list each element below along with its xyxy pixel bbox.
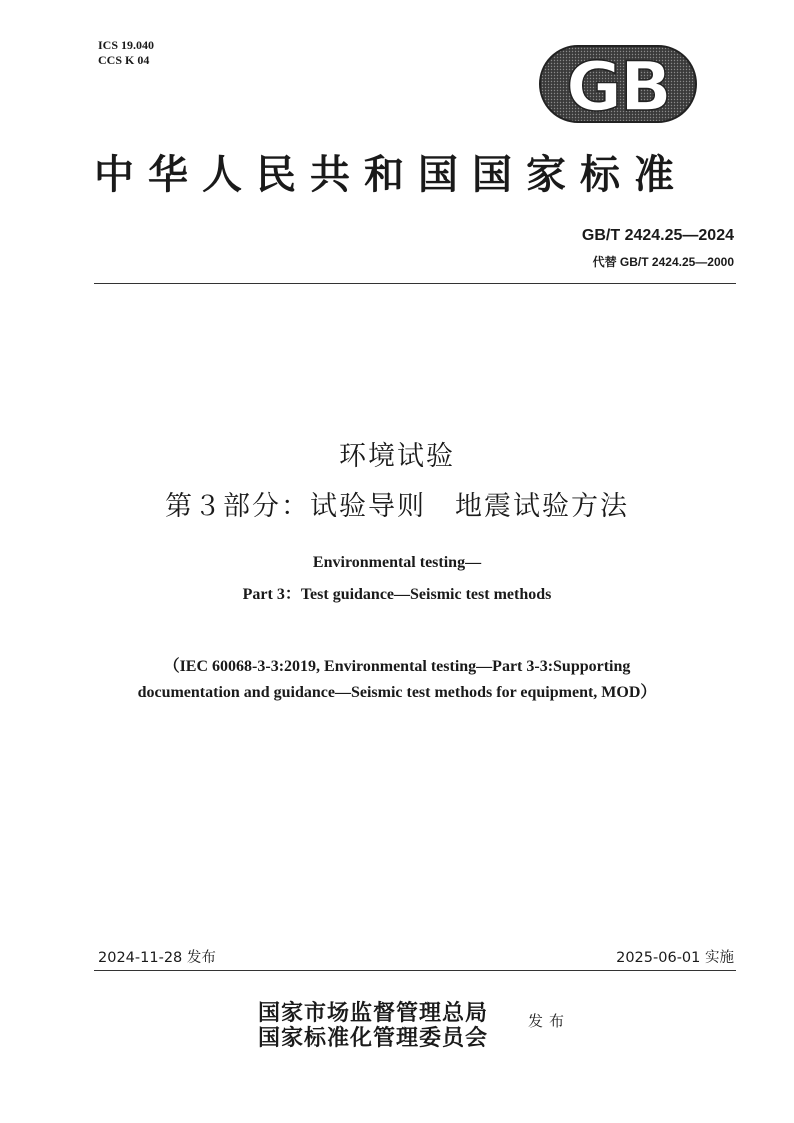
classification-codes xyxy=(98,38,154,68)
replaces-standard: 代替 GB/T 2424.25—2000 xyxy=(592,255,734,269)
english-title-line-1: Environmental testing— xyxy=(312,554,482,571)
issue-date: 2024-11-28 发布 xyxy=(98,950,216,966)
ccs-code: CCS K 04 xyxy=(98,53,150,67)
national-standard-title: 中华人民共和国国家标准 xyxy=(94,152,688,198)
iec-reference-line-2: documentation and guidance—Seismic test methods for equipment, MOD） xyxy=(137,684,657,701)
gb-logo xyxy=(538,44,698,124)
gb-logo-text: GB xyxy=(566,48,670,124)
ics-code: ICS 19.040 xyxy=(98,38,155,52)
iec-reference-line-1: （IEC 60068-3-3:2019, Environmental testing—Part 3-3:Supporting xyxy=(163,658,631,675)
publish-label: 发布 xyxy=(528,1012,571,1030)
issuer-sac: 国家标准化管理委员会 xyxy=(258,1025,489,1051)
footer-divider xyxy=(94,970,736,971)
chinese-title-line-1: 环境试验 xyxy=(339,441,455,472)
issuer-samr: 国家市场监督管理总局 xyxy=(258,1000,489,1026)
standard-number: GB/T 2424.25—2024 xyxy=(581,227,734,244)
chinese-title-line-2: 第３部分：试验导则 地震试验方法 xyxy=(165,491,629,522)
english-title-line-2: Part 3：Test guidance—Seismic test methods xyxy=(242,586,552,603)
header-divider xyxy=(94,283,736,284)
implementation-date: 2025-06-01 实施 xyxy=(616,950,734,966)
